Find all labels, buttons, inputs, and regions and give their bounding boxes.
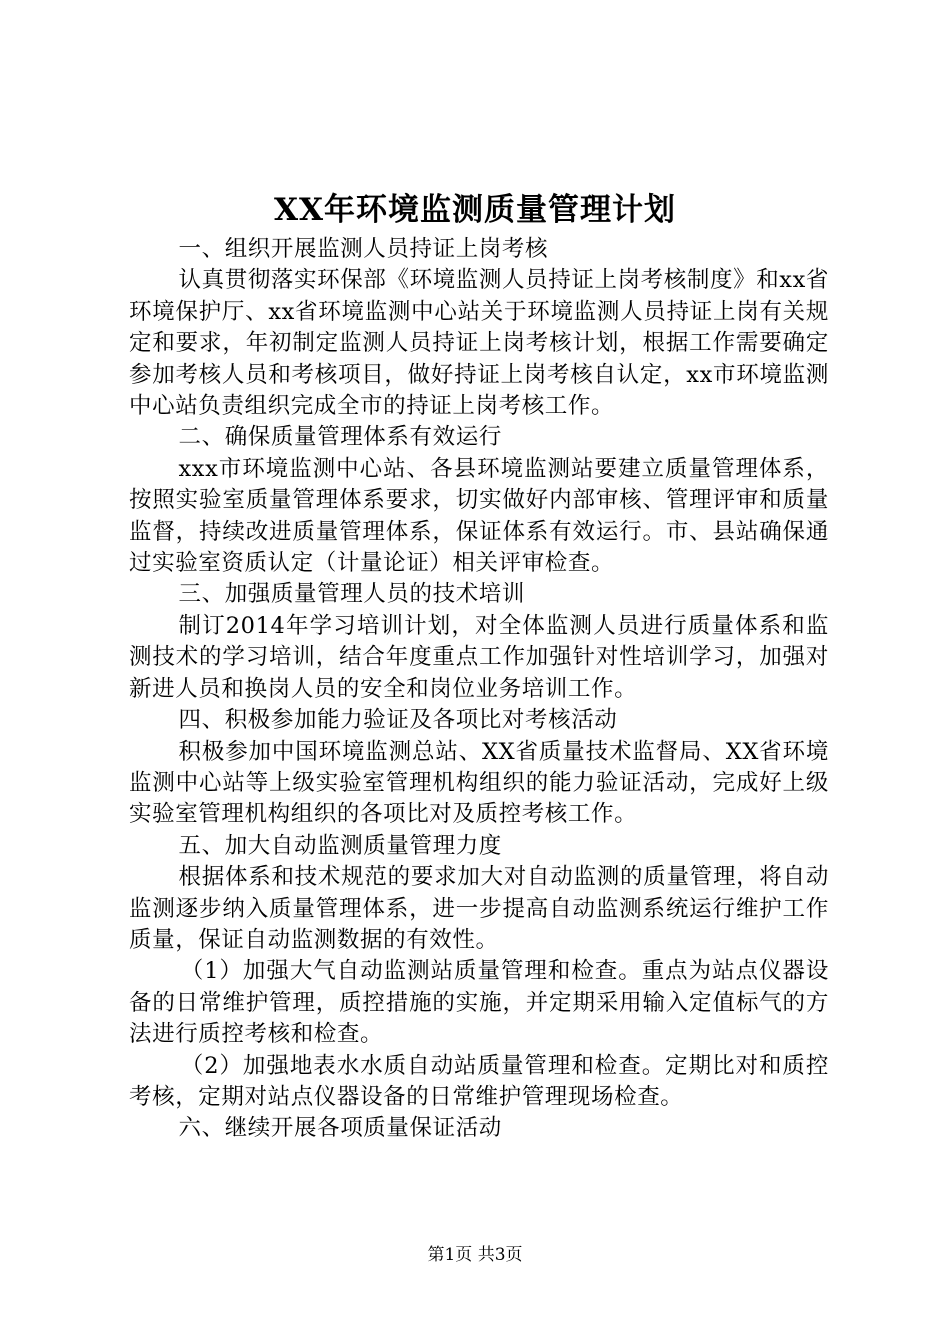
document-title: XX年环境监测质量管理计划 <box>273 192 677 228</box>
section-heading-4: 四、积极参加能力验证及各项比对考核活动 <box>178 707 618 734</box>
paragraph-2: xxx市环境监测中心站、各县环境监测站要建立质量管理体系，按照实验室质量管理体系要求，切实做好内部审核、管理评审和质量监督，持续改进质量管理体系，保证体系有效运行。市、县站确保通过实验室资质认定（计量论证）相关评审检查。 <box>129 455 829 577</box>
paragraph-1: 认真贯彻落实环保部《环境监测人员持证上岗考核制度》和xx省环境保护厅、xx省环境监测中心站关于环境监测人员持证上岗有关规定和要求，年初制定监测人员持证上岗考核计划，根据工作需要确定参加考核人员和考核项目，做好持证上岗考核自认定，xx市环境监测中心站负责组织完成全市的持证上岗考核工作。 <box>129 267 829 420</box>
document-body <box>129 234 829 1145</box>
section-heading-2: 二、确保质量管理体系有效运行 <box>178 424 502 451</box>
sub-item-1: （1）加强大气自动监测站质量管理和检查。重点为站点仪器设备的日常维护管理，质控措施的实施，并定期采用输入定值标气的方法进行质控考核和检查。 <box>129 958 829 1048</box>
paragraph-3: 制订2014年学习培训计划，对全体监测人员进行质量体系和监测技术的学习培训，结合年度重点工作加强针对性培训学习，加强对新进人员和换岗人员的安全和岗位业务培训工作。 <box>129 612 829 702</box>
paragraph-5: 根据体系和技术规范的要求加大对自动监测的质量管理，将自动监测逐步纳入质量管理体系，进一步提高自动监测系统运行维护工作质量，保证自动监测数据的有效性。 <box>129 864 829 953</box>
section-heading-3: 三、加强质量管理人员的技术培训 <box>178 581 526 608</box>
paragraph-4: 积极参加中国环境监测总站、XX省质量技术监督局、XX省环境监测中心站等上级实验室管理机构组织的能力验证活动，完成好上级实验室管理机构组织的各项比对及质控考核工作。 <box>129 738 829 828</box>
page-footer: 第1页 共3页 <box>427 1245 523 1265</box>
section-heading-1: 一、组织开展监测人员持证上岗考核 <box>178 236 549 262</box>
sub-item-2: （2）加强地表水水质自动站质量管理和检查。定期比对和质控考核，定期对站点仪器设备的日常维护管理现场检查。 <box>129 1052 829 1110</box>
section-heading-6: 六、继续开展各项质量保证活动 <box>178 1115 502 1142</box>
section-heading-5: 五、加大自动监测质量管理力度 <box>178 832 502 859</box>
